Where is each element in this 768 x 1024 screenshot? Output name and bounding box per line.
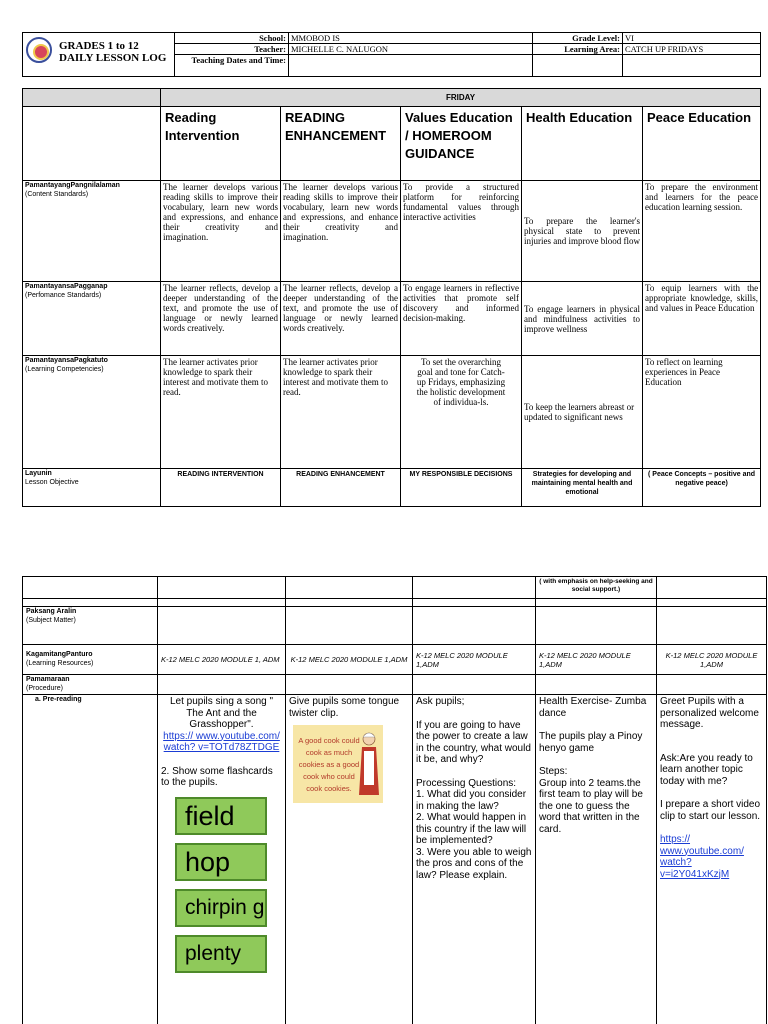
objective-cell: Strategies for developing and maintaining mental health and emotional (522, 469, 643, 507)
blank-cell (536, 607, 657, 645)
blank-cell (286, 607, 413, 645)
zumba-activity: Health Exercise- Zumba dance (539, 696, 647, 719)
title-line1: GRADES 1 to 12 (59, 40, 139, 52)
blank-value-cell (623, 55, 761, 77)
area-label: Learning Area: (533, 44, 623, 55)
welcome-message: Greet Pupils with a personalized welcome message. (660, 696, 759, 730)
row-label-sub: (Learning Resources) (26, 659, 94, 667)
row-label-main: Pamamaraan (26, 676, 70, 683)
ask-pupils: Ask pupils; (416, 696, 465, 707)
blank-cell (657, 577, 767, 599)
resource-cell: K-12 MELC 2020 MODULE 1,ADM (657, 645, 767, 675)
grade-label: Grade Level: (533, 33, 623, 44)
pre-reading-label: a. Pre-reading (35, 696, 82, 703)
row-label-learning-competencies (23, 356, 161, 469)
cell: The learner reflects, develop a deeper understanding of the text, and promote the use of language or newly learned words creatively. (281, 282, 401, 356)
song-instruction: Let pupils sing a song " The Ant and the Grasshopper". (169, 696, 274, 730)
cell: To prepare the learner's physical state to prevent injuries and improve blood flow (522, 181, 643, 282)
deped-seal-icon (26, 37, 52, 63)
dll-title (59, 40, 166, 64)
blank-header-cell (23, 107, 161, 181)
row-label-main: Paksang Aralin (26, 608, 77, 615)
tongue-twister-instruction: Give pupils some tongue twister clip. (289, 696, 400, 719)
blank-cell (286, 675, 413, 695)
pre-reading-cell-reading-enhancement (286, 695, 413, 1024)
cook-figure-icon (357, 731, 381, 799)
title-line2: DAILY LESSON LOG (59, 52, 167, 64)
col-header-values-education: Values Education / HOMEROOM GUIDANCE (401, 107, 522, 181)
objective-cell: READING INTERVENTION (161, 469, 281, 507)
blank-cell (536, 599, 657, 607)
row-label-main: PamantayangPangnilalaman (25, 182, 120, 189)
video-link[interactable]: https:// www.youtube.com/ watch? v=i2Y041xKzjM (660, 834, 744, 880)
resource-cell: K-12 MELC 2020 MODULE 1,ADM (536, 645, 657, 675)
flashcard-plenty: plenty (175, 935, 267, 973)
flashcard-chirping: chirpin g (175, 889, 267, 927)
cell: To reflect on learning experiences in Peace Education (643, 356, 761, 469)
school-label: School: (175, 33, 289, 44)
row-label-sub: (Procedure) (26, 684, 63, 692)
row-label-sub: (Subject Matter) (26, 616, 76, 624)
row-label-sub: Lesson Objective (25, 478, 79, 486)
cell: To engage learners in reflective activities that promote self discovery and informed decision-making. (401, 282, 522, 356)
blank-cell (286, 599, 413, 607)
objective-cell: MY RESPONSIBLE DECISIONS (401, 469, 522, 507)
header-logo-cell (23, 33, 175, 77)
row-label-content-standards (23, 181, 161, 282)
video-clip-text: I prepare a short video clip to start our lesson. (660, 799, 761, 822)
col-header-peace-education: Peace Education (643, 107, 761, 181)
cell: To keep the learners abreast or updated to significant news (522, 356, 643, 469)
teacher-label: Teacher: (175, 44, 289, 55)
area-value: CATCH UP FRIDAYS (623, 44, 761, 55)
blank-cell (158, 675, 286, 695)
cell: To engage learners in physical and mindfulness activities to improve wellness (522, 282, 643, 356)
law-question: If you are going to have the power to create a law in the country, what would it be, and why? (416, 719, 531, 765)
blank-cell (413, 675, 536, 695)
pre-reading-cell-values-education (413, 695, 536, 1024)
pre-reading-cell-health-education (536, 695, 657, 1024)
ready-question: Ask:Are you ready to learn another topic today with me? (660, 752, 753, 787)
objective-cell: READING ENHANCEMENT (281, 469, 401, 507)
row-label-learning-resources (23, 645, 158, 675)
dates-label: Teaching Dates and Time: (175, 55, 289, 77)
resource-cell: K-12 MELC 2020 MODULE 1,ADM (286, 645, 413, 675)
blank-cell (657, 607, 767, 645)
tongue-twister-image (293, 725, 383, 803)
blank-cell (23, 599, 158, 607)
steps-label: Steps: (539, 766, 568, 777)
col-header-reading-intervention: Reading Intervention (161, 107, 281, 181)
blank-cell (536, 675, 657, 695)
steps-text: Group into 2 teams.the first team to play will be the one to guess the word that written in the card. (539, 777, 643, 835)
blank-cell (158, 577, 286, 599)
row-label-pre-reading (23, 695, 158, 1024)
blank-cell (413, 607, 536, 645)
lesson-table-page1 (22, 88, 761, 507)
processing-question-3: 3. Were you able to weigh the pros and cons of the law? Please explain. (416, 846, 532, 881)
pinoy-henyo-activity: The pupils play a Pinoy henyo game (539, 731, 643, 754)
resource-cell: K-12 MELC 2020 MODULE 1,ADM (413, 645, 536, 675)
grade-value: VI (623, 33, 761, 44)
row-label-main: Layunin (25, 470, 52, 477)
blank-cell (23, 577, 158, 599)
teacher-value: MICHELLE C. NALUGON (289, 44, 533, 55)
day-header: FRIDAY (161, 89, 761, 107)
blank-cell (657, 675, 767, 695)
row-label-sub: (Learning Competencies) (25, 365, 104, 373)
blank-cell (158, 599, 286, 607)
row-label-performance-standards (23, 282, 161, 356)
resource-cell: K-12 MELC 2020 MODULE 1, ADM (158, 645, 286, 675)
blank-cell (413, 577, 536, 599)
cell: To set the overarching goal and tone for Catch-up Fridays, emphasizing the holistic development of individua-ls. (401, 356, 522, 469)
row-label-lesson-objective (23, 469, 161, 507)
blank-label-cell (533, 55, 623, 77)
objective-continuation: ( with emphasis on help-seeking and social support.) (536, 577, 657, 599)
lesson-table-page2 (22, 576, 767, 1024)
blank-cell (657, 599, 767, 607)
col-header-health-education: Health Education (522, 107, 643, 181)
blank-cell (413, 599, 536, 607)
song-link[interactable]: https:// www.youtube.com/ watch? v=TOTd78ZTDGE (163, 730, 280, 753)
blank-cell (158, 607, 286, 645)
objective-cell: ( Peace Concepts – positive and negative peace) (643, 469, 761, 507)
dates-value (289, 55, 533, 77)
header-table (22, 32, 761, 77)
flashcard-hop: hop (175, 843, 267, 881)
row-label-main: PamantayansaPagganap (25, 283, 108, 290)
cell: To prepare the environment and learners for the peace education learning session. (643, 181, 761, 282)
cell: The learner develops various reading skills to improve their vocabulary, learn new words and expressions, and enhance their creativity and imagination. (161, 181, 281, 282)
pre-reading-cell-reading-intervention (158, 695, 286, 1024)
row-label-main: KagamitangPanturo (26, 651, 93, 658)
cell: To equip learners with the appropriate knowledge, skills, and values in Peace Education (643, 282, 761, 356)
processing-question-1: 1. What did you consider in making the law? (416, 789, 527, 812)
row-label-sub: (Content Standards) (25, 190, 89, 198)
col-header-reading-enhancement: READING ENHANCEMENT (281, 107, 401, 181)
row-label-sub: (Perfomance Standards) (25, 291, 102, 299)
processing-questions-label: Processing Questions: (416, 777, 517, 789)
flashcard-field: field (175, 797, 267, 835)
cell: To provide a structured platform for reinforcing fundamental values through interactive activities (401, 181, 522, 282)
row-label-main: PamantayansaPagkatuto (25, 357, 108, 364)
flashcard-instruction: 2. Show some flashcards to the pupils. (161, 765, 273, 788)
cell: The learner reflects, develop a deeper understanding of the text, and promote the use of language or newly learned words creatively. (161, 282, 281, 356)
row-label-procedure (23, 675, 158, 695)
blank-cell (286, 577, 413, 599)
cell: The learner develops various reading skills to improve their vocabulary, learn new words and expressions, and enhance their creativity and imagination. (281, 181, 401, 282)
cell: The learner activates prior knowledge to spark their interest and motivate them to read. (161, 356, 281, 469)
tongue-twister-text: A good cook could cook as much cookies as a good cook who could cook cookies. (298, 736, 360, 793)
school-value: MMOBOD IS (289, 33, 533, 44)
row-label-subject-matter (23, 607, 158, 645)
processing-question-2: 2. What would happen in this country if the law will be implemented? (416, 812, 527, 846)
cell: The learner activates prior knowledge to spark their interest and motivate them to read. (281, 356, 401, 469)
corner-cell (23, 89, 161, 107)
pre-reading-cell-peace-education (657, 695, 767, 1024)
